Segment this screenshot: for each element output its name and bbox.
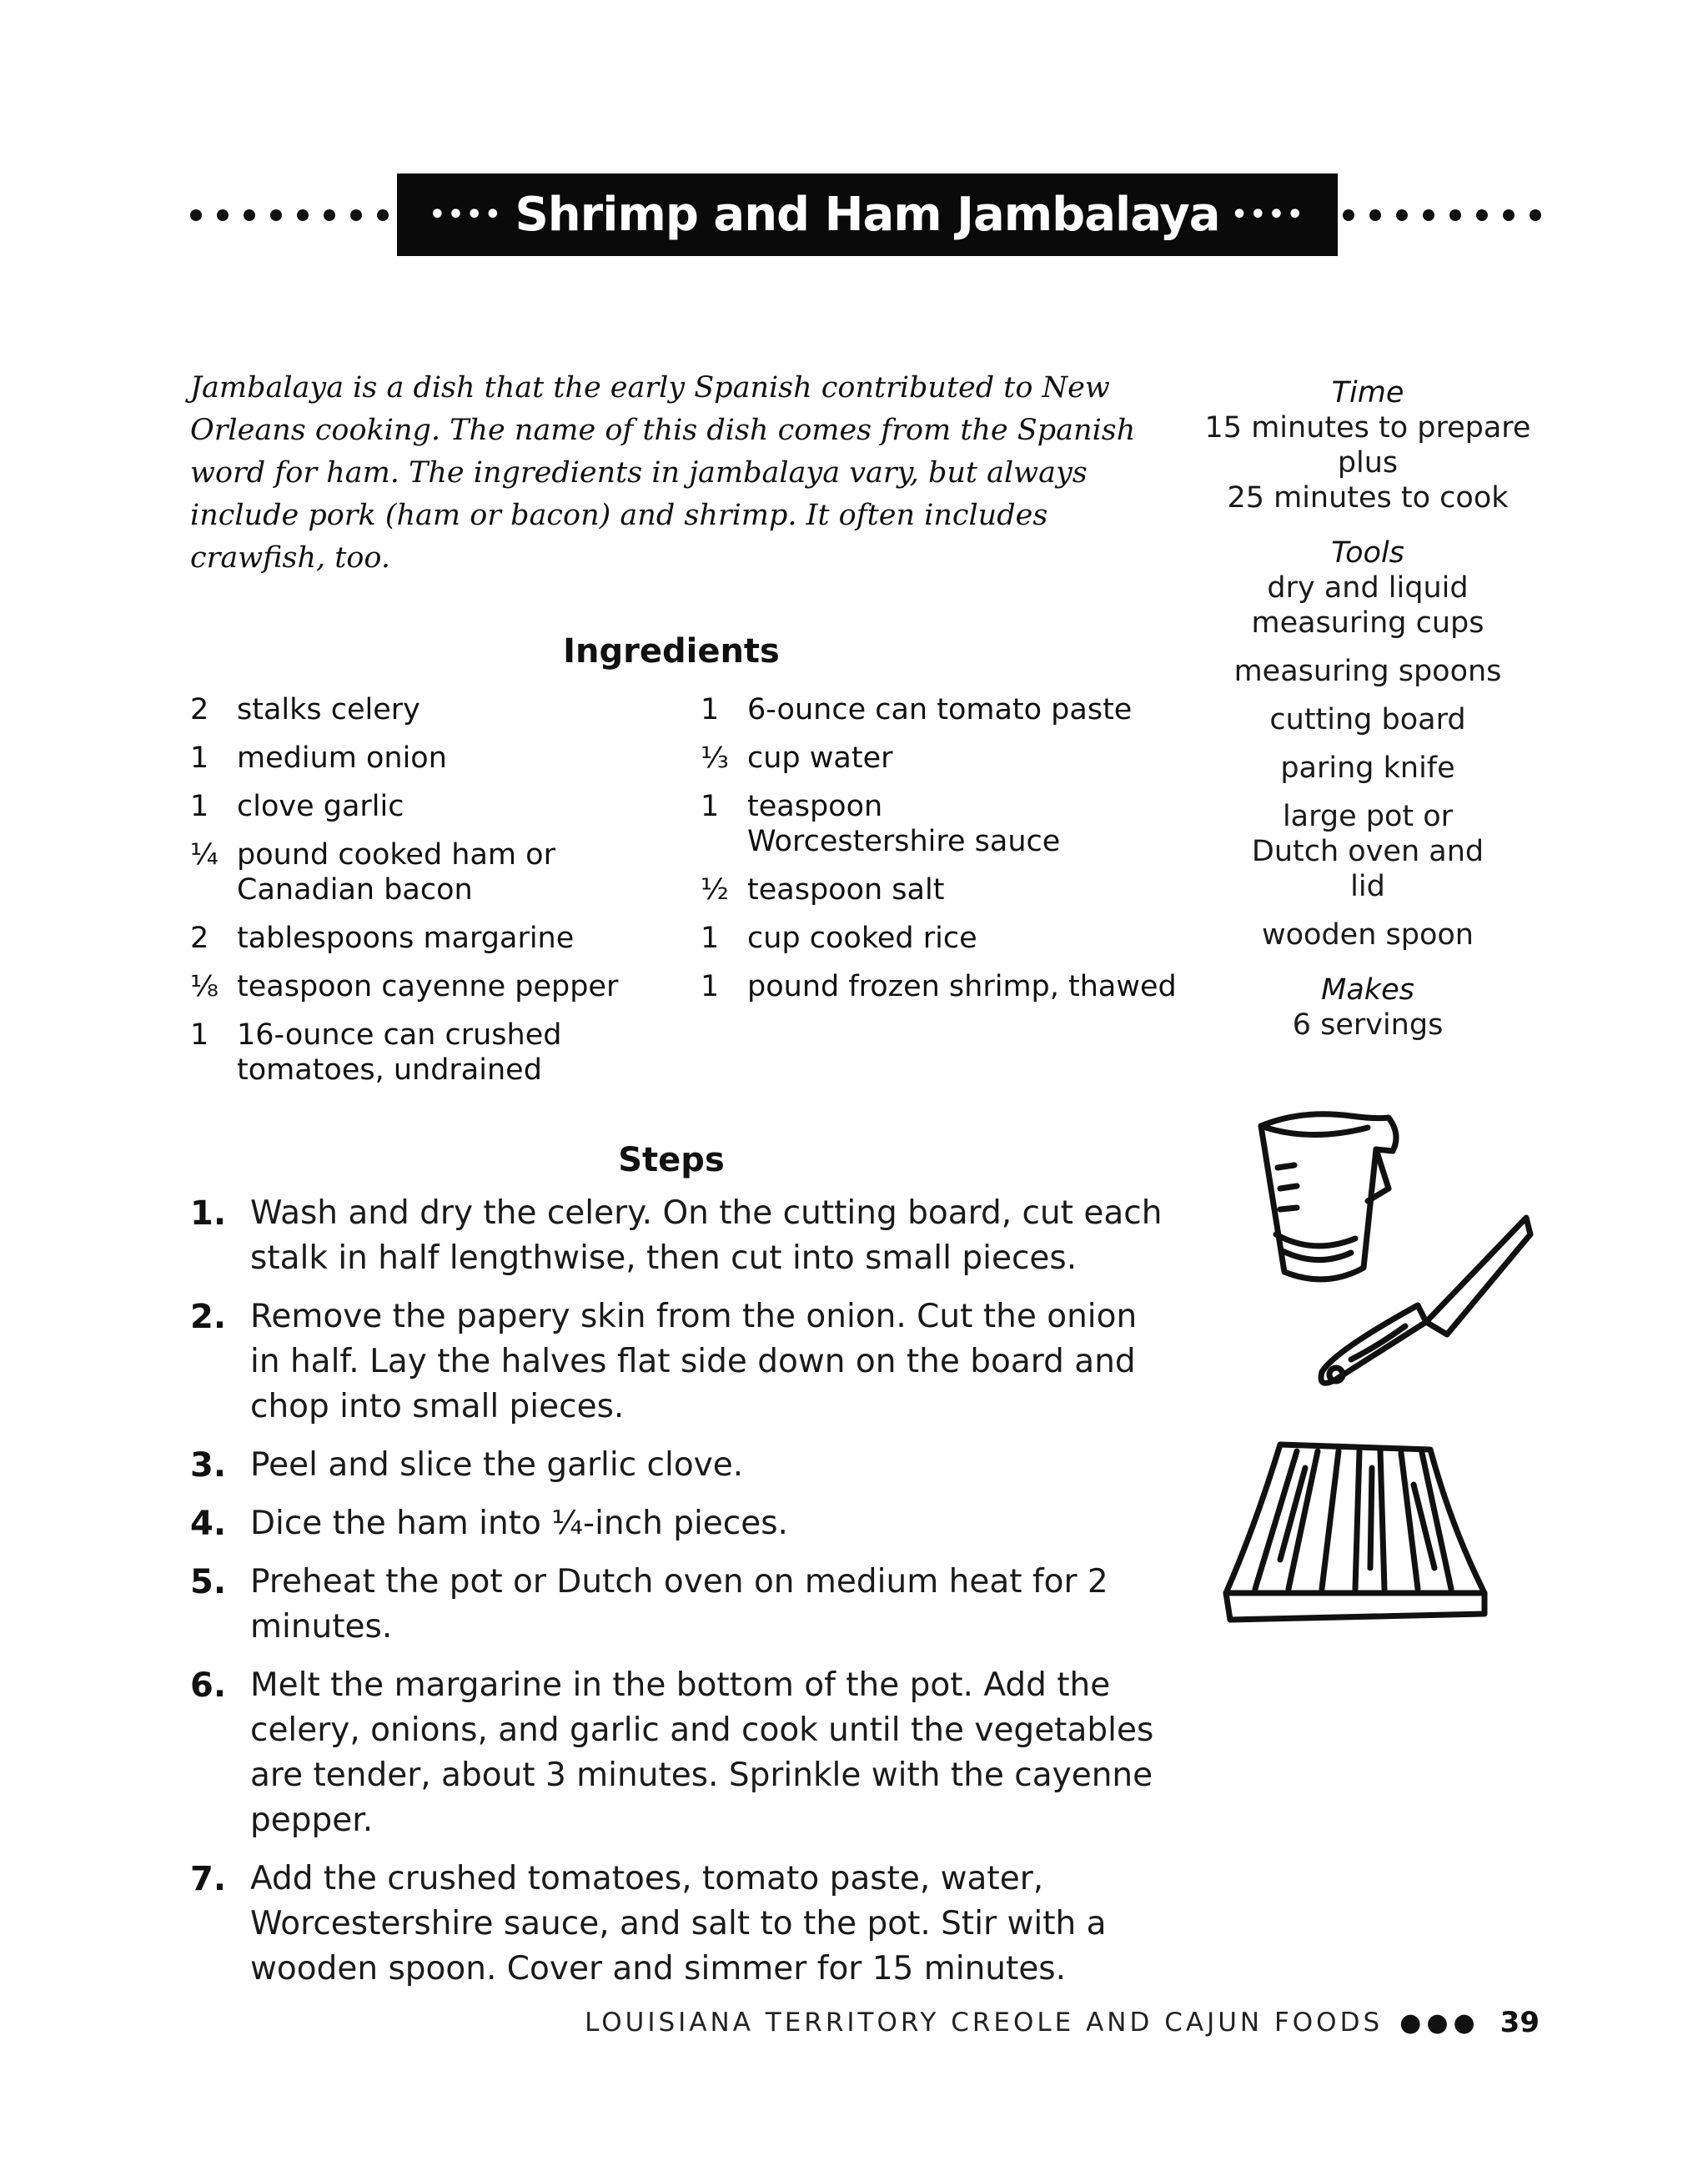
step-text: Peel and slice the garlic clove. (250, 1446, 744, 1484)
decorative-dot (1503, 209, 1515, 221)
tool-item: large pot or Dutch oven and lid (1251, 800, 1484, 903)
ingredients-list-right (701, 692, 1184, 1018)
tool-item: dry and liquid measuring cups (1251, 571, 1484, 640)
ingredient-qty: 1 (190, 1018, 209, 1052)
step-item (190, 1501, 1174, 1546)
title-dots-inner-left: •••• (429, 200, 504, 229)
ingredient-qty: 2 (190, 693, 209, 726)
decorative-dot (1476, 209, 1488, 221)
decorative-dot (297, 209, 309, 221)
tool-item: wooden spoon (1262, 918, 1474, 952)
ingredient-text: tablespoons margarine (237, 922, 575, 955)
ingredient-qty: ⅓ (701, 741, 729, 775)
ingredient-item (190, 1018, 657, 1088)
decorative-dot (1449, 209, 1461, 221)
time-line: 15 minutes to prepare (1204, 411, 1531, 445)
decorative-dot (1396, 209, 1408, 221)
ingredient-text: 6-ounce can tomato paste (747, 693, 1133, 726)
makes-heading: Makes (1321, 973, 1414, 1007)
steps-heading: Steps (618, 1141, 725, 1179)
tool-item: measuring spoons (1233, 655, 1502, 688)
ingredient-text: clove garlic (237, 790, 404, 823)
ingredient-text: pound cooked ham or Canadian bacon (237, 838, 555, 907)
step-item (190, 1560, 1174, 1650)
step-number: 3. (190, 1446, 227, 1485)
ingredient-item (190, 692, 657, 727)
step-number: 2. (190, 1298, 227, 1336)
ingredient-item (701, 741, 1184, 776)
decorative-dot (217, 209, 229, 221)
decorative-dot (1530, 209, 1541, 221)
decorative-dot (1343, 209, 1354, 221)
ingredient-item (190, 789, 657, 824)
makes-section (1201, 972, 1535, 1043)
ingredient-qty: 1 (701, 922, 720, 955)
step-item (190, 1443, 1174, 1488)
decorative-dot (270, 209, 282, 221)
step-item (190, 1663, 1174, 1843)
step-number: 4. (190, 1505, 227, 1543)
step-text: Add the crushed tomatoes, tomato paste, water, Worcestershire sauce, and salt to the pot. Stir with a wooden spoon. Cover and simmer for 15 minutes. (250, 1860, 1107, 1988)
page-title: Shrimp and Ham Jambalaya (515, 188, 1220, 242)
recipe-sidebar (1201, 375, 1535, 1063)
ingredient-qty: 1 (701, 790, 720, 823)
decorative-dot (324, 209, 335, 221)
step-number: 7. (190, 1860, 227, 1898)
decorative-dot (377, 209, 389, 221)
ingredient-text: teaspoon salt (747, 873, 945, 907)
ingredient-item (190, 921, 657, 956)
paring-knife-icon (1301, 1209, 1551, 1393)
step-number: 1. (190, 1194, 227, 1233)
intro-paragraph: Jambalaya is a dish that the early Spanish contributed to New Orleans cooking. The name of this dish comes from the Spanish word for ham. The ingredients in jambalaya vary, but always include pork (ham or bacon) and shrimp. It often includes crawfish, too. (190, 371, 1136, 575)
ingredient-qty: 1 (701, 970, 720, 1003)
ingredient-item (701, 692, 1184, 727)
ingredient-item (190, 969, 657, 1004)
page-footer (585, 2006, 1540, 2039)
time-section (1201, 375, 1535, 515)
decorative-dot (244, 209, 255, 221)
ingredients-heading: Ingredients (563, 632, 780, 671)
step-text: Melt the margarine in the bottom of the pot. Add the celery, onions, and garlic and cook until the vegetables are tender, about 3 minutes. Sprinkle with the cayenne pepper. (250, 1666, 1154, 1839)
title-dots-inner-right: •••• (1231, 200, 1306, 229)
decorative-dot (190, 209, 202, 221)
step-item (190, 1191, 1174, 1281)
ingredient-text: medium onion (237, 741, 447, 775)
ingredient-text: teaspoon Worcestershire sauce (747, 790, 1061, 858)
step-text: Preheat the pot or Dutch oven on medium heat for 2 minutes. (250, 1563, 1108, 1646)
tools-section (1201, 535, 1535, 952)
ingredients-list-left (190, 692, 657, 1101)
steps-list (190, 1191, 1174, 2005)
ingredient-qty: 1 (701, 693, 720, 726)
makes-line: 6 servings (1292, 1008, 1444, 1042)
ingredient-qty: 1 (190, 790, 209, 823)
time-line: 25 minutes to cook (1227, 481, 1509, 515)
title-dots-left (190, 209, 390, 223)
ingredient-text: 16-ounce can crushed tomatoes, undrained (237, 1018, 562, 1087)
ingredient-qty: 1 (190, 741, 209, 775)
ingredient-item (701, 872, 1184, 907)
step-number: 6. (190, 1666, 227, 1705)
title-dots-right (1343, 209, 1551, 223)
time-heading: Time (1331, 376, 1404, 410)
step-text: Wash and dry the celery. On the cutting board, cut each stalk in half lengthwise, then cut into small pieces. (250, 1194, 1163, 1277)
decorative-dot (1369, 209, 1381, 221)
ingredient-qty: ¼ (190, 838, 219, 872)
step-item (190, 1294, 1174, 1430)
ingredient-qty: 2 (190, 922, 209, 955)
tool-item: cutting board (1269, 703, 1466, 736)
footer-dots: ●●● (1399, 2008, 1480, 2038)
footer-text: LOUISIANA TERRITORY CREOLE AND CAJUN FOODS (585, 2008, 1384, 2038)
step-text: Remove the papery skin from the onion. Cut the onion in half. Lay the halves flat side down on the board and chop into small pieces. (250, 1298, 1138, 1425)
title-banner (397, 173, 1338, 256)
page-number: 39 (1500, 2006, 1540, 2039)
ingredient-text: stalks celery (237, 693, 420, 726)
decorative-dot (350, 209, 362, 221)
ingredient-item (701, 789, 1184, 859)
time-line: plus (1337, 446, 1399, 480)
cutting-board-icon (1222, 1435, 1489, 1626)
ingredient-text: cup cooked rice (747, 922, 977, 955)
ingredient-text: cup water (747, 741, 893, 775)
step-item (190, 1857, 1174, 1992)
ingredient-item (190, 837, 657, 907)
ingredient-text: pound frozen shrimp, thawed (747, 970, 1177, 1003)
ingredient-qty: ½ (701, 873, 729, 907)
decorative-dot (1423, 209, 1434, 221)
ingredient-text: teaspoon cayenne pepper (237, 970, 619, 1003)
tool-item: paring knife (1280, 751, 1455, 785)
ingredient-item (701, 921, 1184, 956)
step-number: 5. (190, 1563, 227, 1601)
ingredient-item (190, 741, 657, 776)
tools-heading: Tools (1331, 536, 1404, 570)
step-text: Dice the ham into ¼-inch pieces. (250, 1505, 788, 1542)
ingredient-item (701, 969, 1184, 1004)
ingredient-qty: ⅛ (190, 970, 219, 1003)
